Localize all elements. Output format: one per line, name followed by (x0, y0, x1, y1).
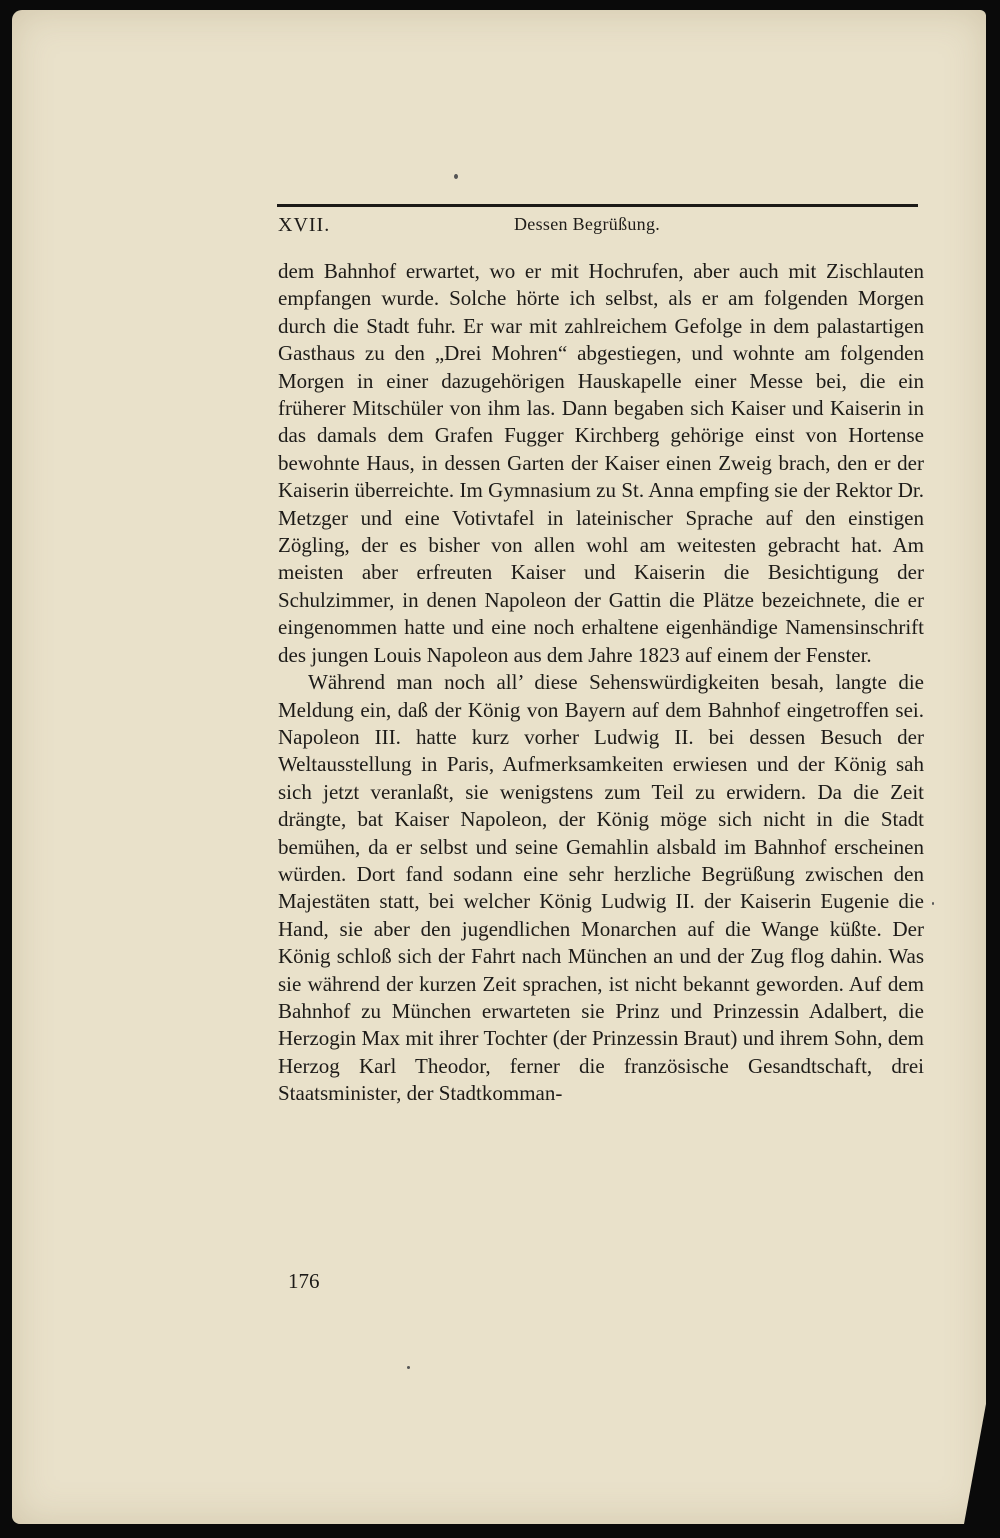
paragraph-1: dem Bahnhof erwartet, wo er mit Hochrufen, aber auch mit Zischlauten empfangen wurde. Solche hörte ich selbst, als er am folgenden Morgen durch die Stadt fuhr. Er war mit zahlreichem Gefolge in dem palastartigen Gasthaus zu den „Drei Mohren“ abgestiegen, und wohnte am folgenden Morgen in einer dazugehörigen Hauskapelle einer Messe bei, die ein früherer Mitschüler von ihm las. Dann begaben sich Kaiser und Kaiserin in das damals dem Grafen Fugger Kirchberg gehörige einst von Hortense bewohnte Haus, in dessen Garten der Kaiser einen Zweig brach, den er der Kaiserin überreichte. Im Gymnasium zu St. Anna empfing sie der Rektor Dr. Metzger und eine Votivtafel in lateinischer Sprache auf den einstigen Zögling, der es bisher von allen wohl am weitesten gebracht hat. Am meisten aber erfreuten Kaiser und Kaiserin die Besichtigung der Schulzimmer, in denen Napoleon der Gattin die Plätze bezeichnete, die er eingenommen hatte und eine noch erhaltene eigenhändige Namensinschrift des jungen Louis Napoleon aus dem Jahre 1823 auf einem der Fenster. (278, 259, 924, 667)
page-number: 176 (288, 1269, 320, 1293)
running-head-title: Dessen Begrüßung. (514, 214, 661, 234)
paper-speck (454, 174, 458, 179)
torn-corner (964, 1404, 986, 1524)
paper-speck (932, 902, 934, 905)
paper-speck (407, 1366, 410, 1369)
paragraph-2: Während man noch all’ diese Sehenswürdigkeiten besah, langte die Meldung ein, daß der König von Bayern auf dem Bahnhof eingetroffen sei. Napoleon III. hatte kurz vorher Ludwig II. bei dessen Besuch der Weltausstellung in Paris, Aufmerksamkeiten erwiesen und der König sah sich jetzt veranlaßt, sie wenigstens zum Teil zu erwidern. Da die Zeit drängte, bat Kaiser Napoleon, der König möge sich nicht in die Stadt bemühen, da er selbst und seine Gemahlin alsbald im Bahnhof erscheinen würden. Dort fand sodann eine sehr herzliche Begrüßung zwischen den Majestäten statt, bei welcher König Ludwig II. der Kaiserin Eugenie die Hand, sie aber den jugendlichen Monarchen auf die Wange küßte. Der König schloß sich der Fahrt nach München an und der Zug flog dahin. Was sie während der kurzen Zeit sprachen, ist nicht bekannt geworden. Auf dem Bahnhof zu München erwarteten sie Prinz und Prinzessin Adalbert, die Herzogin Max mit ihrer Tochter (der Prinzessin Braut) und ihrem Sohn, dem Herzog Karl Theodor, ferner die französische Gesandtschaft, drei Staatsminister, der Stadtkomman- (278, 670, 924, 1106)
body-text (278, 258, 924, 1108)
running-head (278, 214, 918, 238)
header-rule (277, 204, 918, 207)
chapter-number: XVII. (278, 214, 331, 236)
